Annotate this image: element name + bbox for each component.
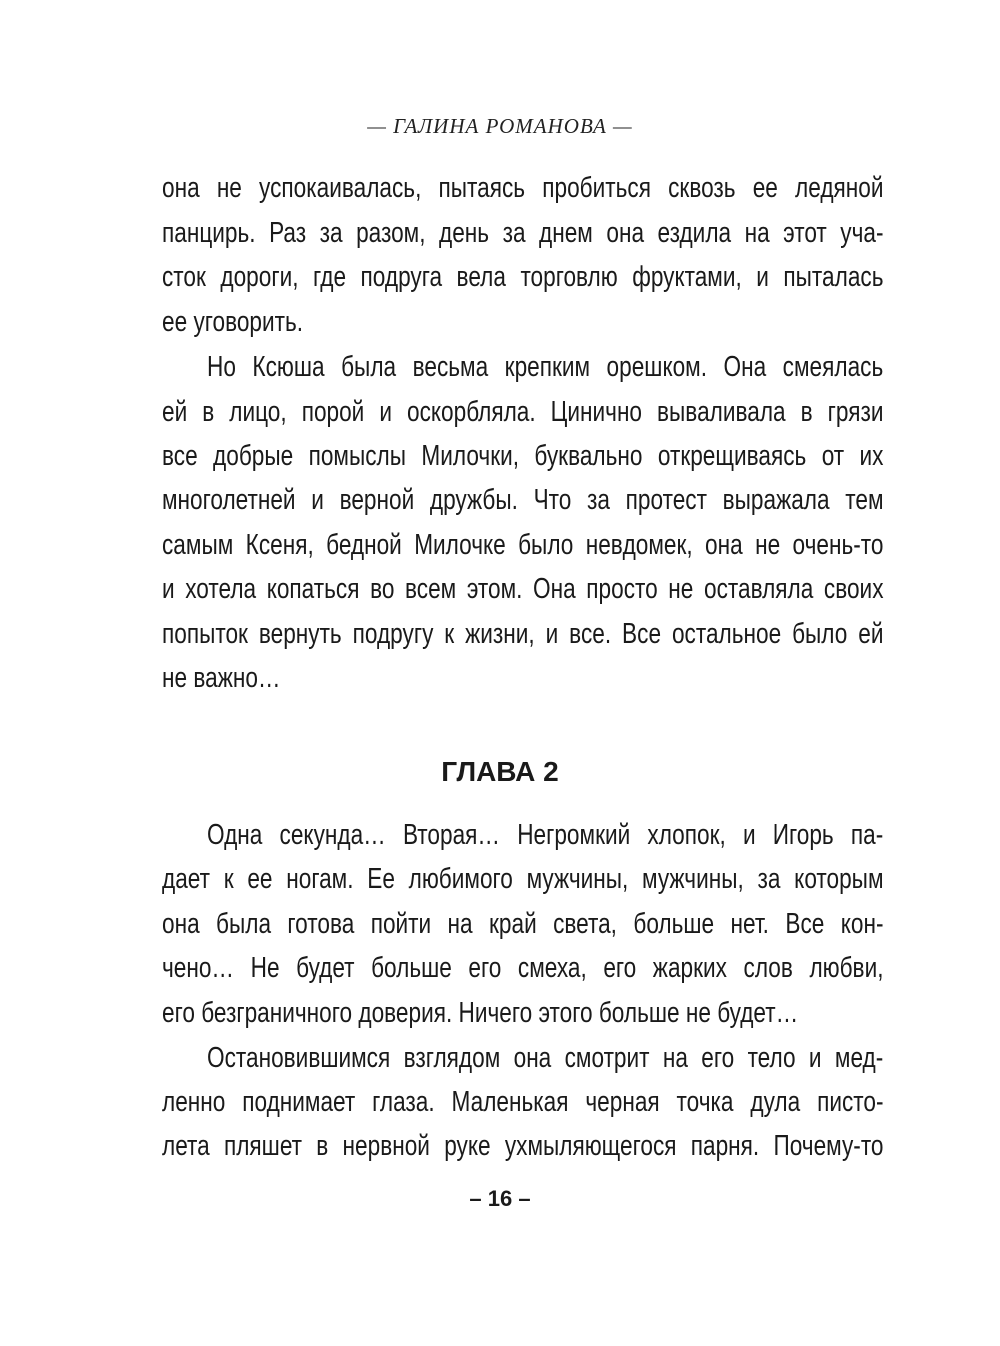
running-header: — ГАЛИНА РОМАНОВА — bbox=[367, 114, 633, 138]
text-line: она была готова пойти на край света, больше нет. Все кон- bbox=[162, 908, 884, 940]
text-line: ленно поднимает глаза. Маленькая черная точка дула писто- bbox=[162, 1086, 884, 1118]
text-line: Одна секунда… Вторая… Негромкий хлопок, и Игорь па- bbox=[207, 819, 884, 851]
page-number: – 16 – bbox=[469, 1186, 531, 1211]
text-line: ее уговорить. bbox=[162, 306, 304, 338]
text-line: Но Ксюша была весьма крепким орешком. Она смеялась bbox=[207, 351, 884, 383]
text-line: все добрые помыслы Милочки, буквально открещиваясь от их bbox=[162, 440, 884, 472]
text-line: дает к ее ногам. Ее любимого мужчины, мужчины, за которым bbox=[162, 863, 884, 895]
text-line: она не успокаивалась, пытаясь пробиться сквозь ее ледяной bbox=[162, 172, 884, 204]
text-line: чено… Не будет больше его смеха, его жарких слов любви, bbox=[162, 952, 884, 984]
text-line: и хотела копаться во всем этом. Она просто не оставляла своих bbox=[162, 573, 884, 605]
text-line: попыток вернуть подругу к жизни, и все. Все остальное было ей bbox=[162, 618, 884, 650]
text-line: лета пляшет в нервной руке ухмыляющегося парня. Почему-то bbox=[162, 1130, 884, 1162]
text-line: панцирь. Раз за разом, день за днем она ездила на этот уча- bbox=[162, 217, 884, 249]
text-line: ей в лицо, порой и оскорбляла. Цинично вываливала в грязи bbox=[162, 396, 884, 428]
text-line: Остановившимся взглядом она смотрит на его тело и мед- bbox=[207, 1042, 884, 1074]
text-line: его безграничного доверия. Ничего этого больше не будет… bbox=[162, 997, 799, 1029]
chapter-heading: ГЛАВА 2 bbox=[441, 756, 559, 787]
text-line: многолетней и верной дружбы. Что за протест выражала тем bbox=[162, 484, 884, 516]
text-line: сток дороги, где подруга вела торговлю фруктами, и пыталась bbox=[162, 261, 884, 293]
text-line: не важно… bbox=[162, 662, 281, 694]
text-line: самым Ксеня, бедной Милочке было невдомек, она не очень-то bbox=[162, 529, 884, 561]
